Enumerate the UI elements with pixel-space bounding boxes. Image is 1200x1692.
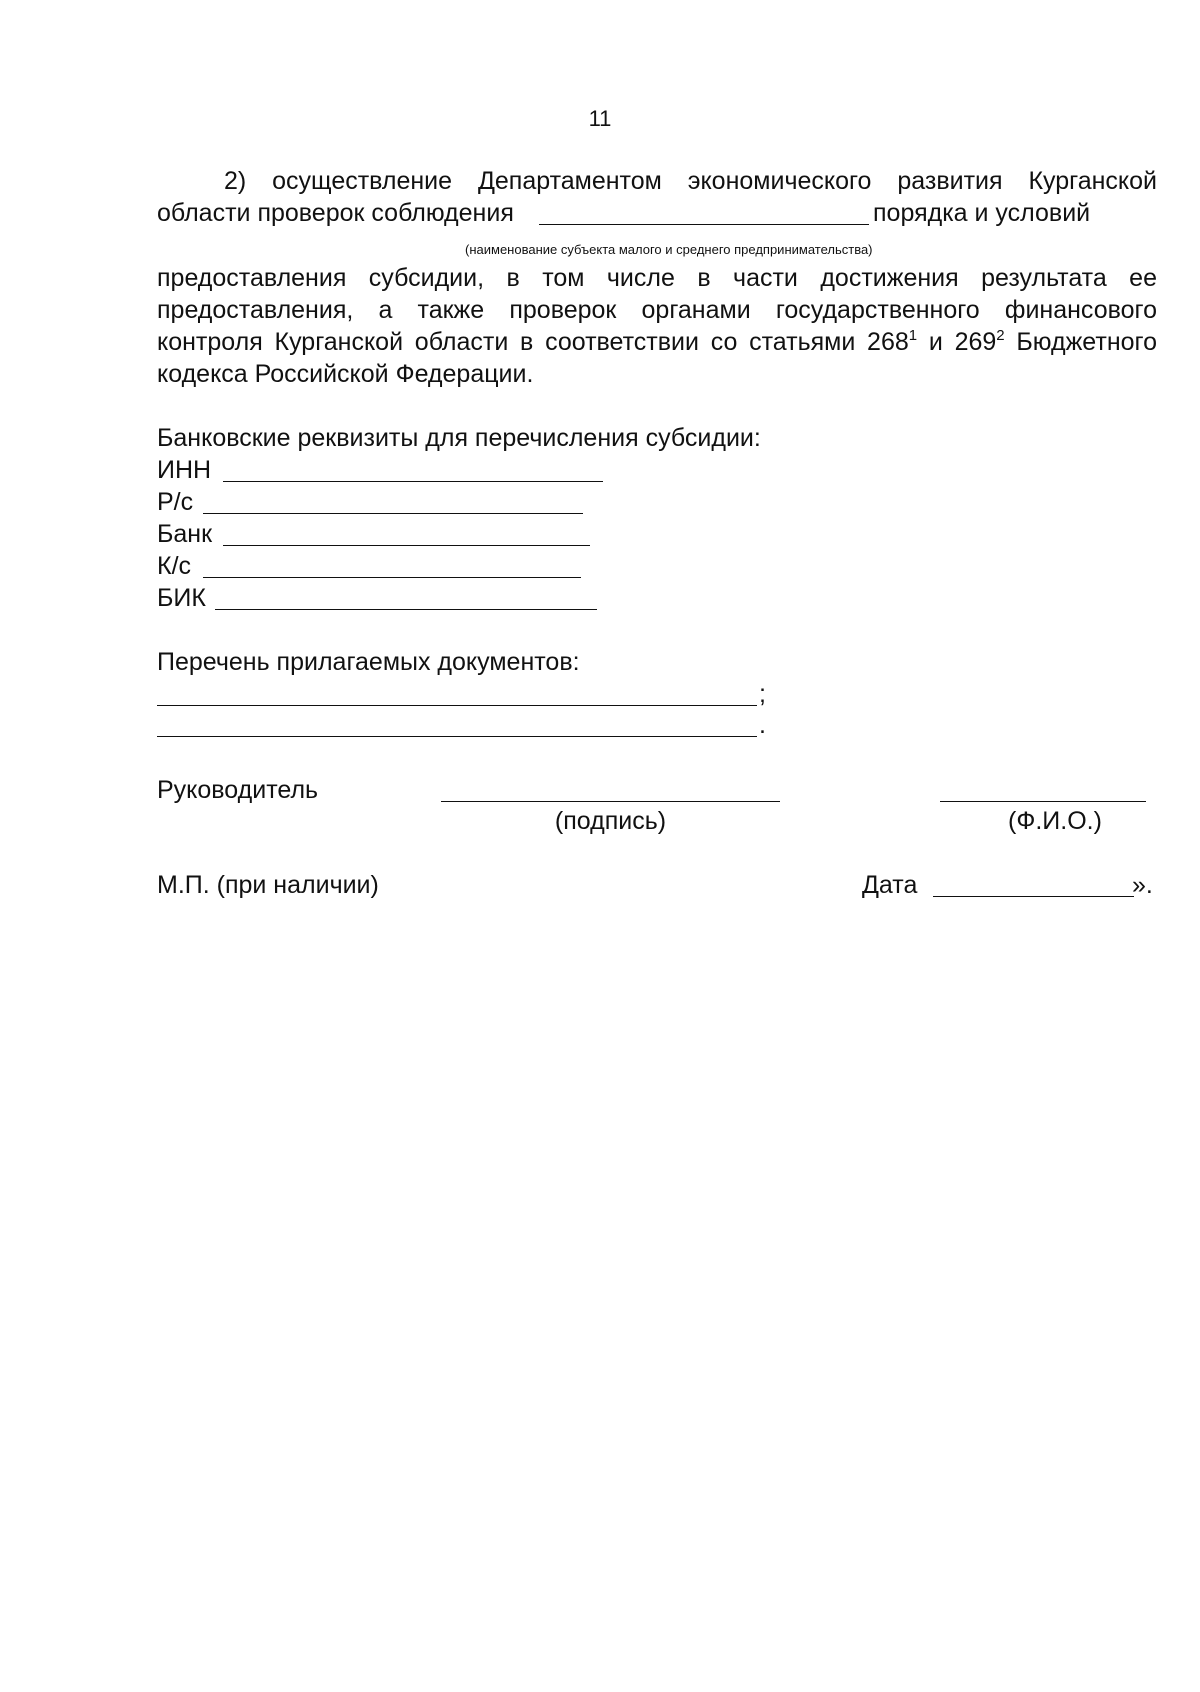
stamp-label: М.П. (при наличии) (157, 871, 379, 899)
bank-details-heading: Банковские реквизиты для перечисления субсидии: (157, 424, 761, 452)
subject-name-caption: (наименование субъекта малого и среднего предпринимательства) (465, 242, 873, 257)
documents-line-2-end: . (759, 711, 766, 739)
inn-field[interactable] (223, 481, 603, 482)
bik-label: БИК (157, 584, 206, 612)
paragraph-line-5-part-a: контроля Курганской области в соответствии со статьями 268 (157, 328, 909, 356)
ks-label: К/с (157, 552, 192, 580)
ks-field[interactable] (203, 577, 581, 578)
footnote-marker-2: 2 (996, 327, 1005, 344)
head-label: Руководитель (157, 776, 319, 804)
documents-heading: Перечень прилагаемых документов: (157, 648, 580, 676)
paragraph-line-2-start: области проверок соблюдения (157, 199, 514, 227)
paragraph-line-6: кодекса Российской Федерации. (157, 360, 534, 388)
date-label: Дата (862, 871, 918, 899)
paragraph-line-5-part-b: и 269 (917, 328, 997, 356)
documents-field-1[interactable] (157, 705, 757, 706)
subject-name-field[interactable] (539, 224, 869, 225)
documents-line-1-end: ; (759, 680, 766, 708)
paragraph-line-5-part-c: Бюджетного (1004, 328, 1158, 356)
paragraph-line-1: 2) осуществление Департаментом экономического развития Курганской (224, 167, 1157, 195)
paragraph-line-2-end: порядка и условий (873, 199, 1091, 227)
fio-field[interactable] (940, 801, 1146, 802)
paragraph-line-5 (157, 327, 1157, 357)
inn-label: ИНН (157, 456, 212, 484)
signature-caption: (подпись) (554, 807, 667, 835)
paragraph-line-3: предоставления субсидии, в том числе в части достижения результата ее (157, 264, 1157, 292)
bik-field[interactable] (215, 609, 597, 610)
fio-caption: (Ф.И.О.) (1008, 807, 1102, 835)
date-field[interactable] (933, 896, 1134, 897)
page-number: 11 (588, 106, 612, 131)
bank-label: Банк (157, 520, 213, 548)
signature-field[interactable] (441, 801, 780, 802)
bank-field[interactable] (223, 545, 590, 546)
date-end: ». (1132, 871, 1153, 899)
documents-field-2[interactable] (157, 736, 757, 737)
footnote-marker-1: 1 (908, 327, 918, 344)
paragraph-line-4: предоставления, а также проверок органами государственного финансового (157, 296, 1157, 324)
rs-label: Р/с (157, 488, 194, 516)
rs-field[interactable] (203, 513, 583, 514)
